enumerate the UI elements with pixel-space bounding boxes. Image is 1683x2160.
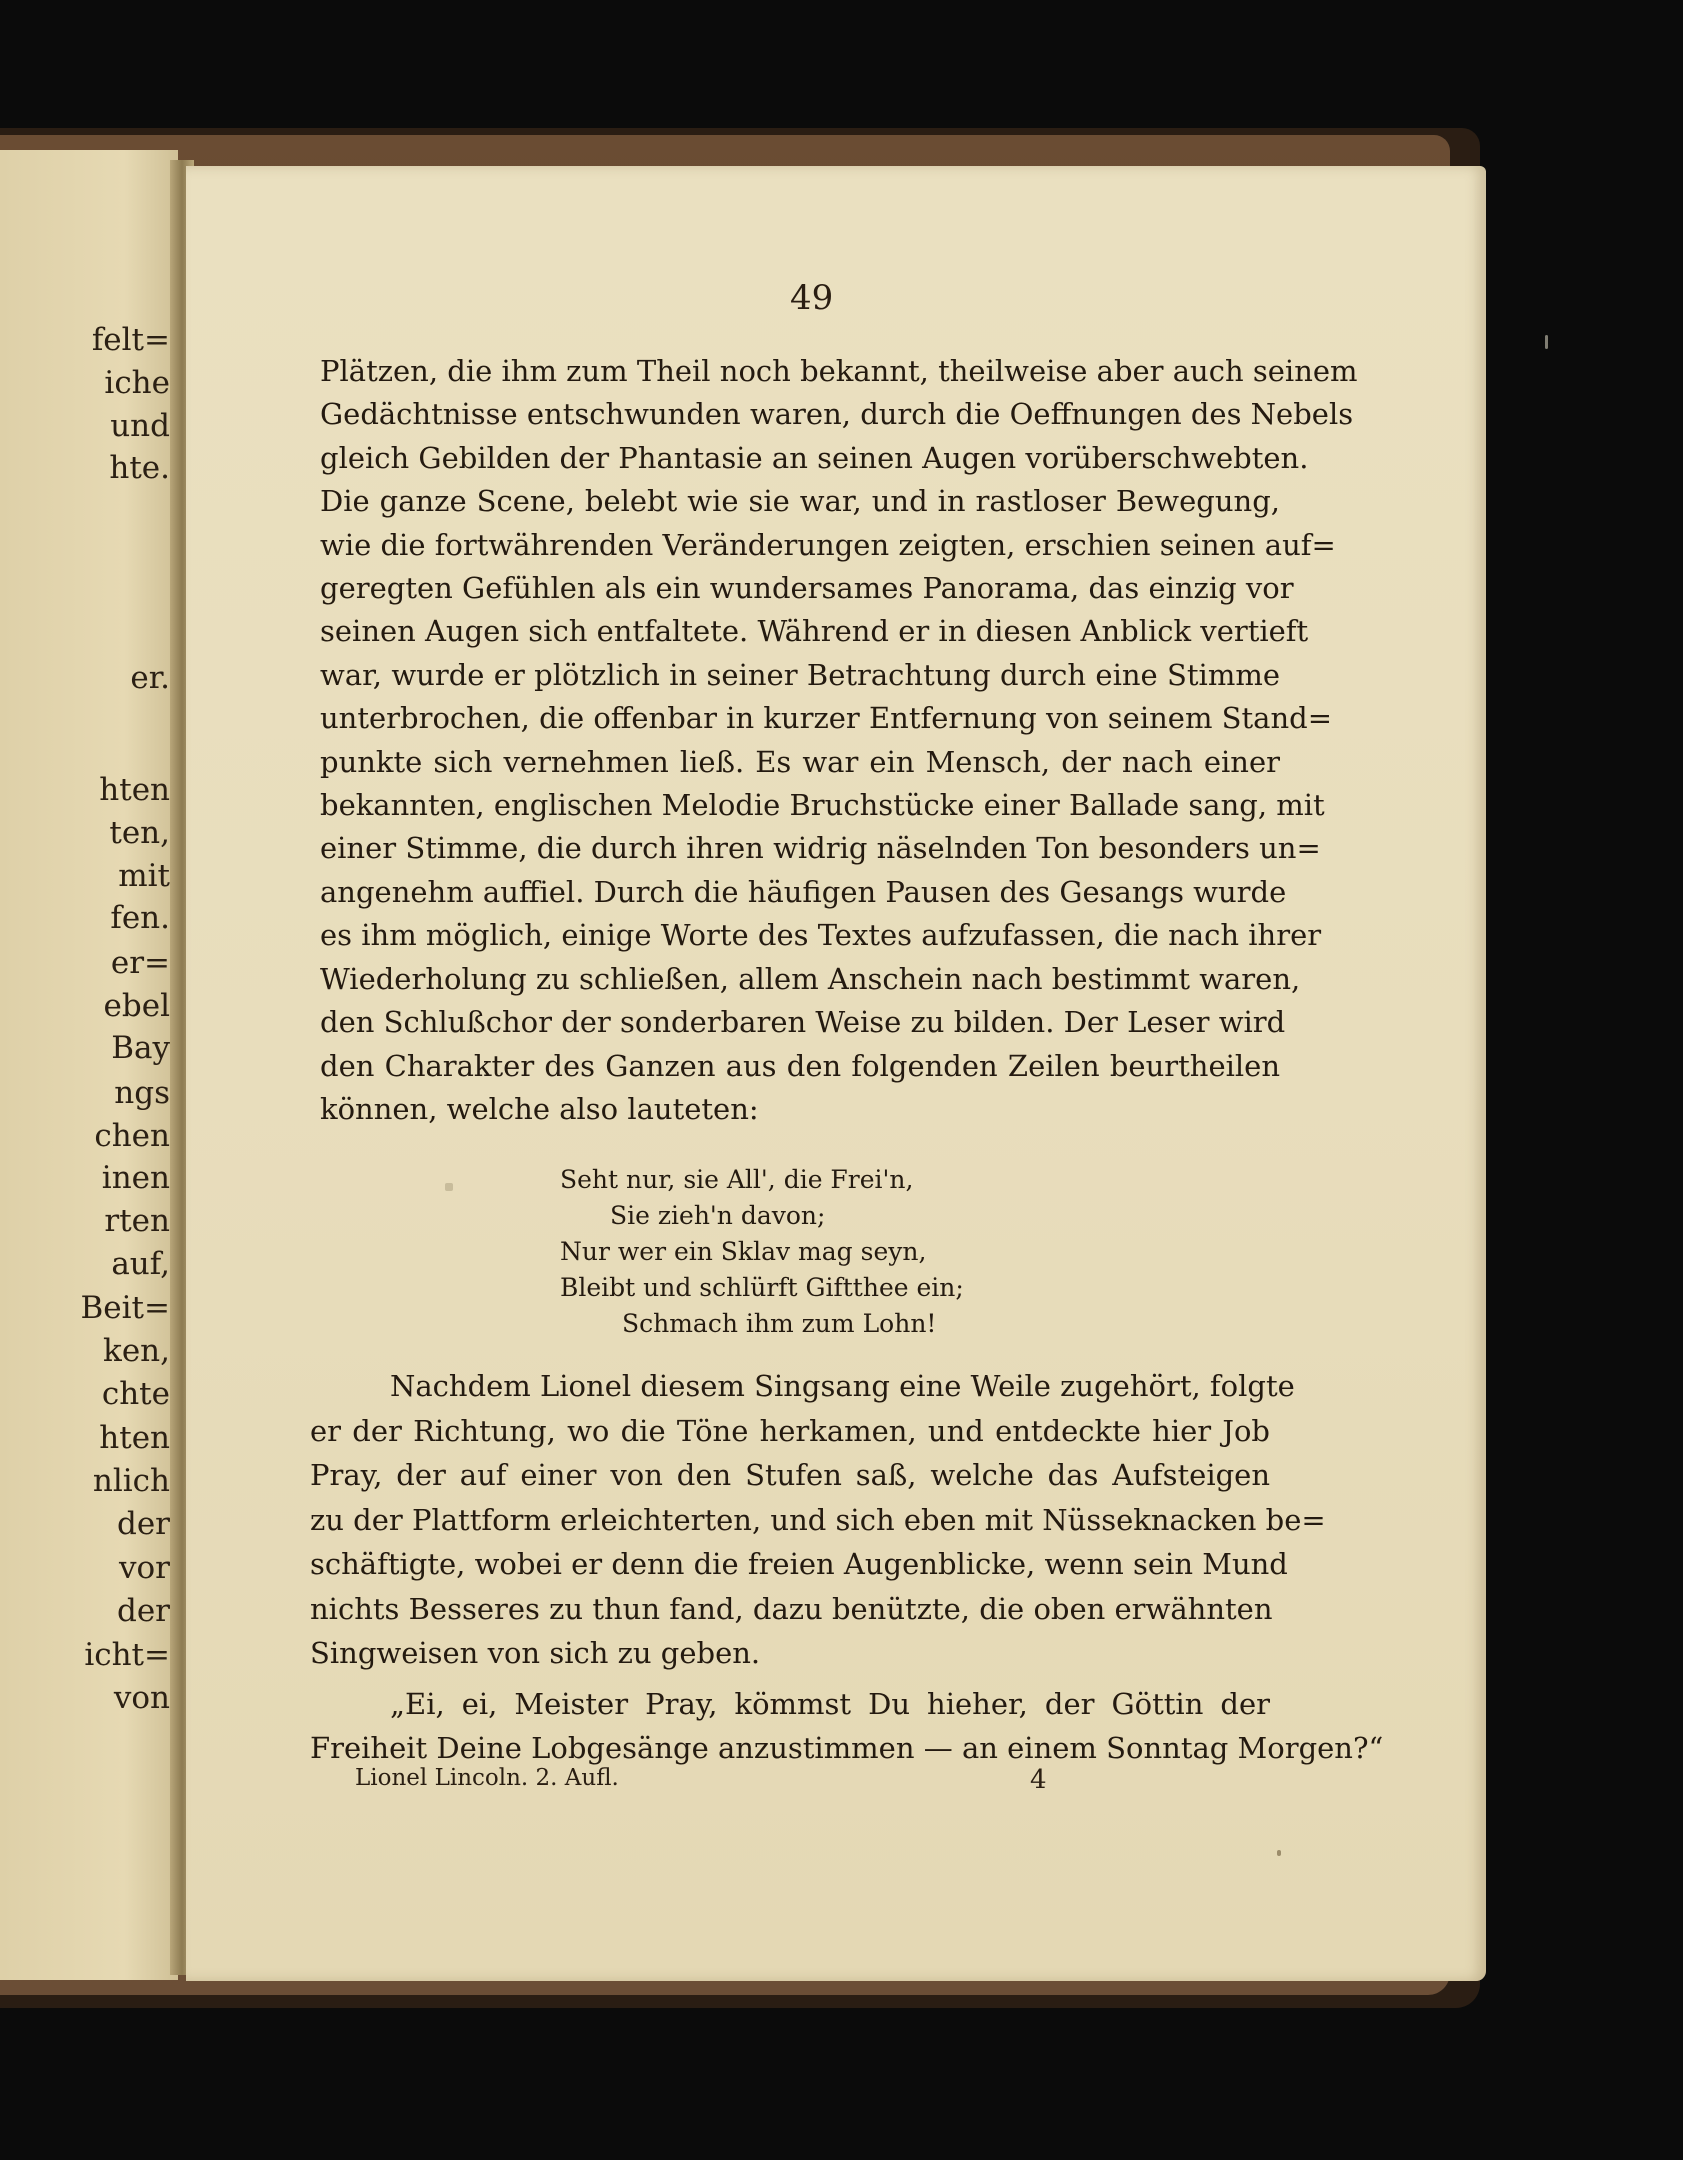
left-page-fragment: der bbox=[116, 1506, 170, 1542]
body-paragraph bbox=[320, 350, 1358, 1131]
left-page-fragment: fen. bbox=[110, 900, 170, 936]
left-page-fragment: chen bbox=[94, 1118, 170, 1154]
left-page-fragment: von bbox=[113, 1680, 170, 1716]
left-page-fragment: Bay bbox=[111, 1030, 170, 1066]
text-line: „Ei, ei, Meister Pray, kömmst Du hieher, der Göttin der bbox=[390, 1687, 1270, 1721]
left-page-fragment: rten bbox=[104, 1203, 170, 1239]
verse-line: Seht nur, sie All', die Frei'n, bbox=[560, 1165, 914, 1194]
page-number: 49 bbox=[790, 278, 834, 318]
signature-mark: 4 bbox=[1030, 1765, 1047, 1795]
paper-speck bbox=[1277, 1850, 1281, 1856]
left-page-fragment: ten, bbox=[109, 815, 170, 851]
text-line: einer Stimme, die durch ihren widrig näselnden Ton besonders un= bbox=[320, 831, 1321, 866]
paper-speck bbox=[445, 1183, 453, 1191]
text-line: nichts Besseres zu thun fand, dazu benützte, die oben erwähnten bbox=[310, 1591, 1273, 1626]
left-page-fragment: Beit= bbox=[80, 1290, 170, 1326]
text-line: den Schlußchor der sonderbaren Weise zu bilden. Der Leser wird bbox=[320, 1005, 1286, 1040]
text-line: seinen Augen sich entfaltete. Während er in diesen Anblick vertieft bbox=[320, 614, 1309, 649]
text-line: schäftigte, wobei er denn die freien Augenblicke, wenn sein Mund bbox=[310, 1547, 1288, 1581]
text-line: bekannten, englischen Melodie Bruchstücke einer Ballade sang, mit bbox=[320, 788, 1325, 823]
printer-signature: Lionel Lincoln. 2. Aufl. bbox=[355, 1765, 619, 1791]
text-line: den Charakter des Ganzen aus den folgenden Zeilen beurtheilen bbox=[320, 1048, 1280, 1083]
text-line: Wiederholung zu schließen, allem Anschein nach bestimmt waren, bbox=[320, 961, 1301, 996]
dust-speck bbox=[1545, 335, 1548, 349]
body-paragraph bbox=[310, 1364, 1326, 1676]
text-line: Plätzen, die ihm zum Theil noch bekannt, theilweise aber auch seinem bbox=[320, 354, 1358, 388]
text-line: Freiheit Deine Lobgesänge anzustimmen — an einem Sonntag Morgen?“ bbox=[310, 1731, 1384, 1765]
left-page-fragment: hte. bbox=[109, 450, 170, 486]
text-line: angenehm auffiel. Durch die häufigen Pausen des Gesangs wurde bbox=[320, 874, 1287, 909]
left-page-fragment: ken, bbox=[103, 1333, 170, 1369]
verse-line: Nur wer ein Sklav mag seyn, bbox=[560, 1237, 927, 1266]
text-line: Nachdem Lionel diesem Singsang eine Weile zugehört, folgte bbox=[390, 1369, 1295, 1403]
verse-line: Bleibt und schlürft Giftthee ein; bbox=[560, 1273, 964, 1302]
left-page-fragment: der bbox=[116, 1593, 170, 1629]
left-page-fragment: ebel bbox=[103, 988, 170, 1024]
text-line: zu der Plattform erleichterten, und sich eben mit Nüsseknacken be= bbox=[310, 1502, 1326, 1537]
text-line: wie die fortwährenden Veränderungen zeigten, erschien seinen auf= bbox=[320, 527, 1336, 562]
left-page-fragment: ngs bbox=[114, 1075, 170, 1111]
left-page-fragment: er= bbox=[110, 945, 170, 981]
text-line: punkte sich vernehmen ließ. Es war ein Mensch, der nach einer bbox=[320, 744, 1280, 779]
text-line: können, welche also lauteten: bbox=[320, 1091, 759, 1126]
left-page-fragment: nlich bbox=[92, 1463, 170, 1499]
left-page-fragment: er. bbox=[130, 660, 170, 696]
left-page-fragment: hten bbox=[99, 1420, 170, 1456]
left-page-fragment: chte bbox=[101, 1376, 170, 1412]
left-page-fragment: auf, bbox=[111, 1246, 170, 1282]
left-page-fragment: inen bbox=[101, 1160, 170, 1196]
text-line: Pray, der auf einer von den Stufen saß, welche das Aufsteigen bbox=[310, 1458, 1270, 1492]
left-page-fragment: icht= bbox=[84, 1637, 170, 1673]
verse-line: Schmach ihm zum Lohn! bbox=[622, 1309, 937, 1338]
text-line: geregten Gefühlen als ein wundersames Panorama, das einzig vor bbox=[320, 571, 1294, 606]
left-page-fragment: felt= bbox=[91, 322, 170, 358]
text-line: Singweisen von sich zu geben. bbox=[310, 1636, 761, 1670]
left-page-fragment: und bbox=[110, 408, 170, 444]
text-line: Gedächtnisse entschwunden waren, durch die Oeffnungen des Nebels bbox=[320, 397, 1354, 432]
left-page-fragment: hten bbox=[99, 772, 170, 808]
verse-block bbox=[560, 1162, 1040, 1342]
left-page bbox=[0, 150, 178, 1980]
text-line: war, wurde er plötzlich in seiner Betrachtung durch eine Stimme bbox=[320, 657, 1280, 692]
text-line: er der Richtung, wo die Töne herkamen, und entdeckte hier Job bbox=[310, 1413, 1270, 1448]
text-line: unterbrochen, die offenbar in kurzer Entfernung von seinem Stand= bbox=[320, 701, 1333, 736]
left-page-fragment: mit bbox=[118, 858, 170, 894]
left-page-fragment: iche bbox=[104, 365, 170, 401]
text-line: gleich Gebilden der Phantasie an seinen Augen vorüberschwebten. bbox=[320, 440, 1309, 475]
left-page-fragment: vor bbox=[119, 1550, 170, 1586]
text-line: es ihm möglich, einige Worte des Textes aufzufassen, die nach ihrer bbox=[320, 918, 1322, 953]
body-paragraph bbox=[310, 1682, 1384, 1770]
text-line: Die ganze Scene, belebt wie sie war, und in rastloser Bewegung, bbox=[320, 484, 1280, 519]
verse-line: Sie zieh'n davon; bbox=[610, 1201, 826, 1230]
